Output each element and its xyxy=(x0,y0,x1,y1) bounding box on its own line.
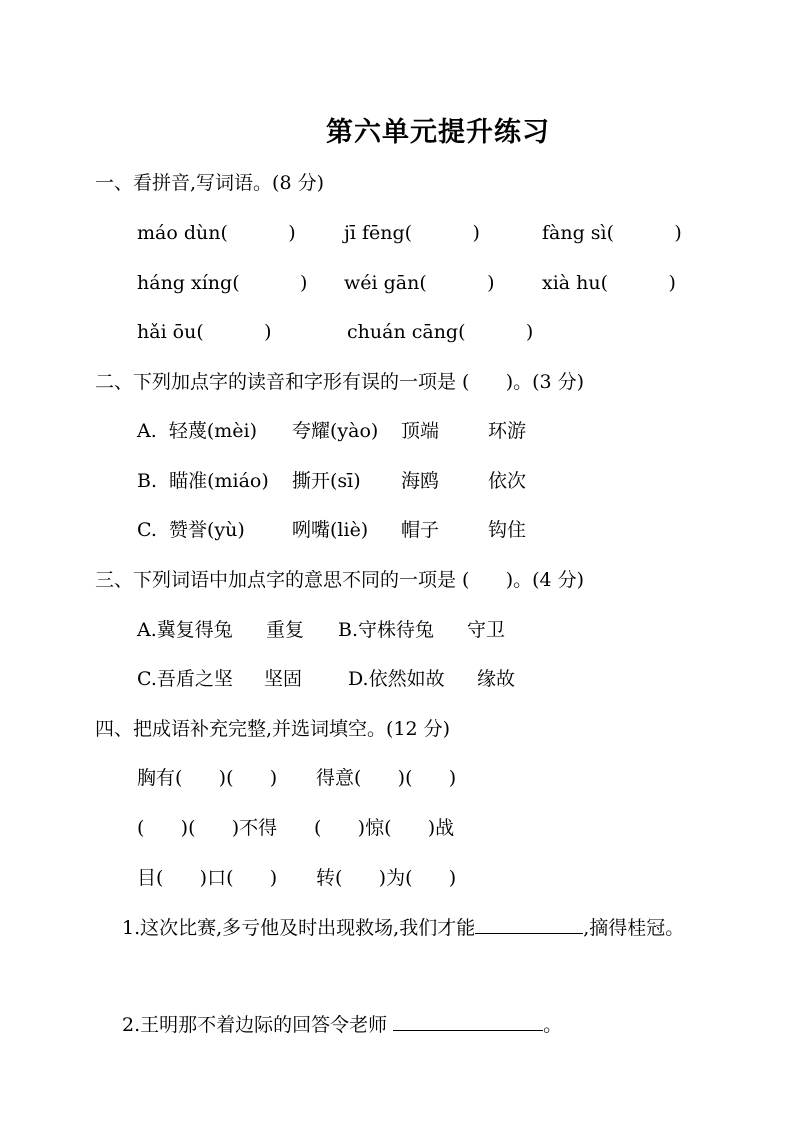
option-c-word: 咧嘴(liè) xyxy=(292,519,369,541)
pinyin-item: máo dùn( ) xyxy=(137,222,296,244)
pinyin-item: wéi gān( ) xyxy=(344,272,495,294)
option-b-word: B. 瞄准(miáo) xyxy=(137,470,269,492)
q2-heading: 二、下列加点字的读音和字形有误的一项是 ( )。(3 分) xyxy=(95,371,585,393)
option-c-word: 钩住 xyxy=(488,519,527,541)
sentence-2-start: 2.王明那不着边际的回答令老师 xyxy=(122,1014,388,1036)
option-a-word: 环游 xyxy=(488,420,527,442)
option-b-word: 海鸥 xyxy=(401,470,440,492)
pinyin-item: háng xíng( ) xyxy=(137,272,308,294)
option-b-word: 依次 xyxy=(488,470,527,492)
idiom-item: ( )( )不得 xyxy=(137,817,278,839)
pinyin-item: jī fēng( ) xyxy=(344,222,480,244)
idiom-item: 目( )口( ) xyxy=(137,867,278,889)
pinyin-item: xià hu( ) xyxy=(542,272,676,294)
idiom-item: ( )惊( )战 xyxy=(314,817,455,839)
option-c-word: 坚固 xyxy=(264,668,303,690)
sentence-1-start: 1.这次比赛,多亏他及时出现救场,我们才能 xyxy=(122,917,476,939)
pinyin-item: fàng sì( ) xyxy=(542,222,682,244)
sentence-1-end: ,摘得桂冠。 xyxy=(583,917,685,939)
option-d-word: 缘故 xyxy=(477,668,516,690)
page-title: 第六单元提升练习 xyxy=(326,117,550,148)
q1-heading: 一、看拼音,写词语。(8 分) xyxy=(95,172,324,194)
answer-blank[interactable] xyxy=(475,915,583,934)
idiom-item: 得意( )( ) xyxy=(316,767,457,789)
option-b-word: 撕开(sī) xyxy=(292,470,361,492)
option-a-word: A.冀复得兔 xyxy=(137,619,233,641)
option-a-word: 顶端 xyxy=(401,420,440,442)
option-b-word: B.守株待兔 xyxy=(338,619,435,641)
idiom-item: 胸有( )( ) xyxy=(137,767,278,789)
pinyin-item: chuán cāng( ) xyxy=(347,321,534,343)
pinyin-item: hǎi ōu( ) xyxy=(137,321,272,343)
option-c-word: 帽子 xyxy=(401,519,440,541)
option-a-word: 重复 xyxy=(266,619,305,641)
option-c-word: C. 赞誉(yù) xyxy=(137,519,245,541)
idiom-item: 转( )为( ) xyxy=(316,867,457,889)
q4-heading: 四、把成语补充完整,并选词填空。(12 分) xyxy=(95,718,451,740)
option-b-word: 守卫 xyxy=(467,619,506,641)
option-a-word: A. 轻蔑(mèi) xyxy=(137,420,258,442)
sentence-2 xyxy=(122,1012,562,1037)
option-d-word: D.依然如故 xyxy=(348,668,445,690)
option-a-word: 夸耀(yào) xyxy=(292,420,379,442)
option-c-word: C.吾盾之坚 xyxy=(137,668,233,690)
sentence-1 xyxy=(122,915,684,940)
answer-blank[interactable] xyxy=(393,1012,543,1031)
sentence-2-end: 。 xyxy=(543,1014,563,1036)
q3-heading: 三、下列词语中加点字的意思不同的一项是 ( )。(4 分) xyxy=(95,569,585,591)
